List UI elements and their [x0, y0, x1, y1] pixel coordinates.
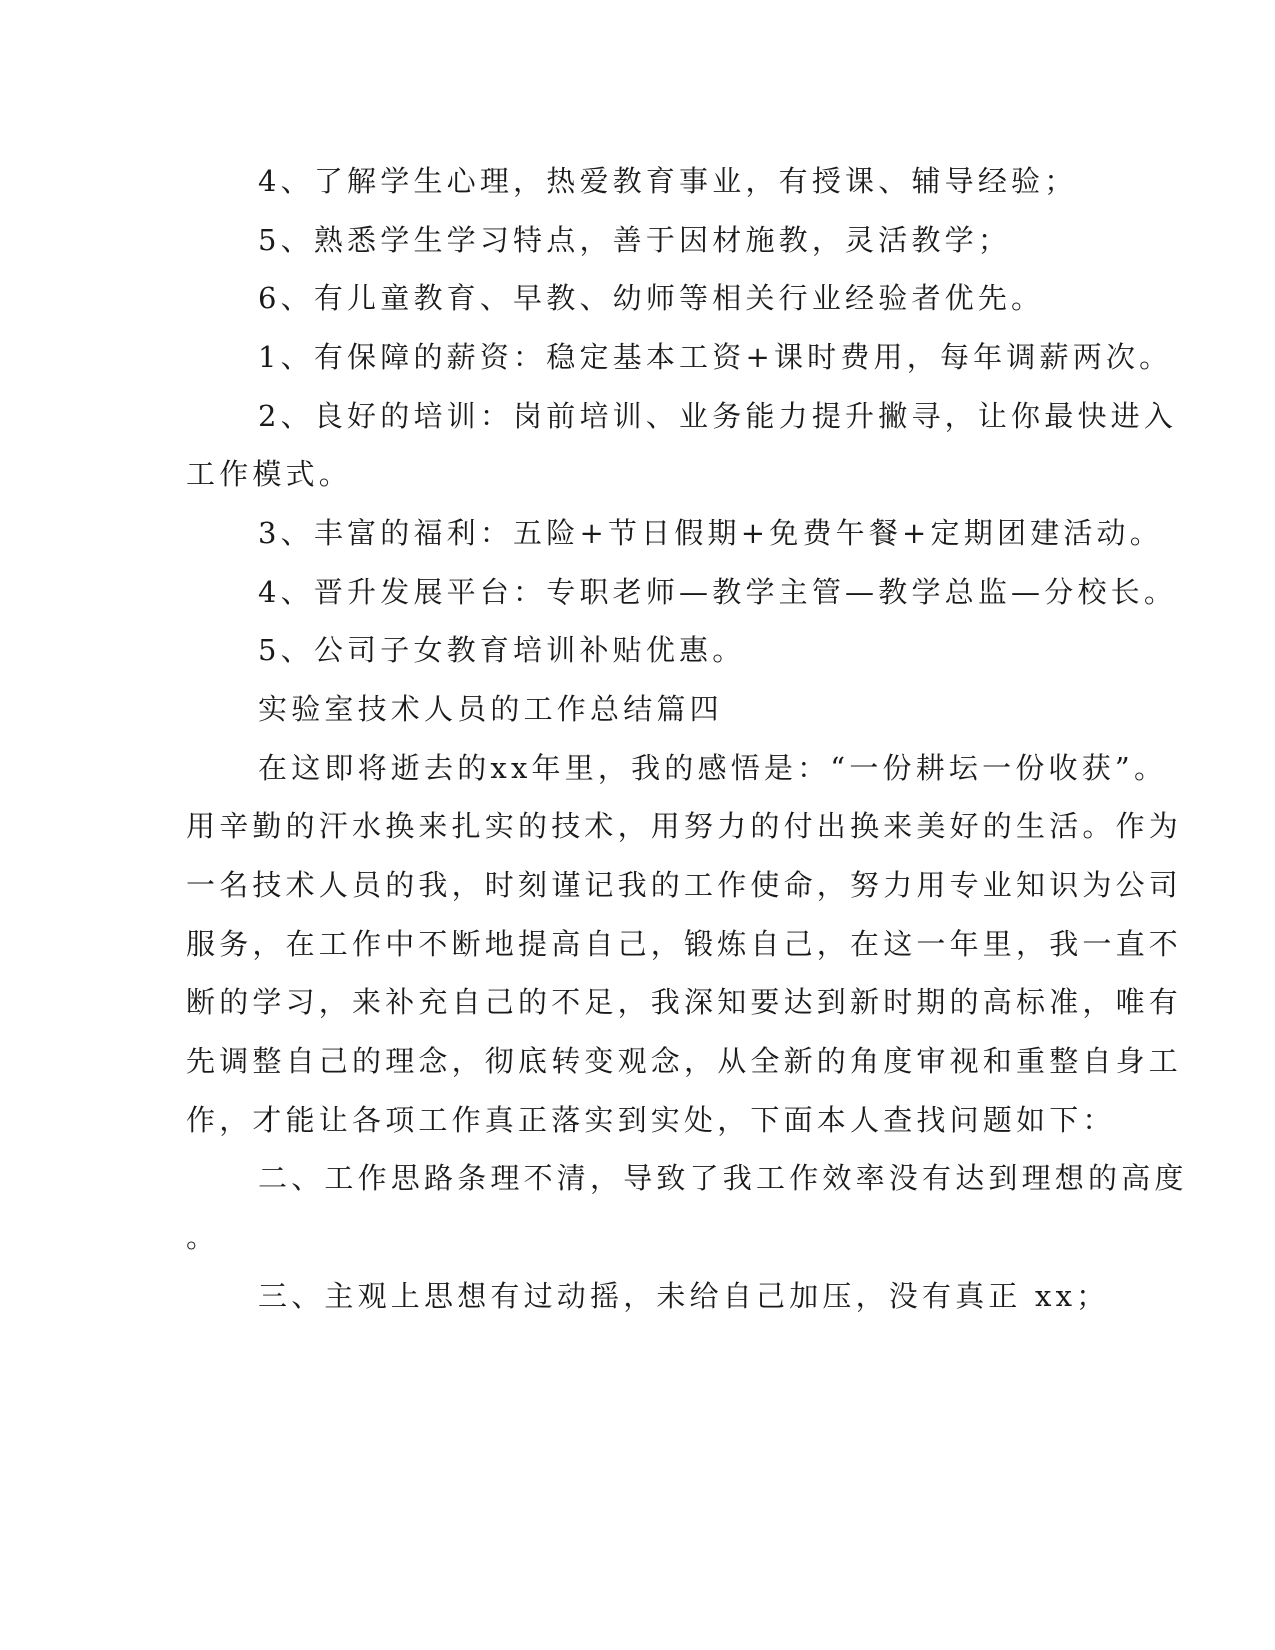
text-line: 服务，在工作中不断地提高自己，锻炼自己，在这一年里，我一直不: [186, 927, 1183, 961]
text-line: 三、主观上思想有过动摇，未给自己加压，没有真正 xx；: [258, 1279, 1110, 1313]
text-line: 4、晋升发展平台：专职老师—教学主管—教学总监—分校长。: [258, 575, 1178, 609]
text-line: 先调整自己的理念，彻底转变观念，从全新的角度审视和重整自身工: [186, 1044, 1183, 1078]
text-line: 4、了解学生心理，热爱教育事业，有授课、辅导经验；: [258, 164, 1078, 198]
text-line: 作，才能让各项工作真正落实到实处，下面本人查找问题如下：: [186, 1103, 1116, 1137]
text-line: 断的学习，来补充自己的不足，我深知要达到新时期的高标准，唯有: [186, 985, 1183, 1019]
text-line: 2、良好的培训：岗前培训、业务能力提升撇寻，让你最快进入: [258, 399, 1178, 433]
text-line: 工作模式。: [186, 457, 353, 491]
text-line: 在这即将逝去的xx年里，我的感悟是：“一份耕坛一份收获”。: [258, 751, 1168, 785]
text-line: 5、熟悉学生学习特点，善于因材施教，灵活教学；: [258, 223, 1012, 257]
text-line: 3、丰富的福利：五险+节日假期+免费午餐+定期团建活动。: [258, 516, 1163, 550]
text-line: 1、有保障的薪资：稳定基本工资+课时费用，每年调薪两次。: [258, 340, 1173, 374]
text-line: 6、有儿童教育、早教、幼师等相关行业经验者优先。: [258, 281, 1045, 315]
text-line: 一名技术人员的我，时刻谨记我的工作使命，努力用专业知识为公司: [186, 868, 1183, 902]
text-line: 。: [186, 1220, 220, 1254]
text-line: 用辛勤的汗水换来扎实的技术，用努力的付出换来美好的生活。作为: [186, 809, 1183, 843]
text-line: 5、公司子女教育培训补贴优惠。: [258, 633, 746, 667]
section-heading: 实验室技术人员的工作总结篇四: [258, 692, 723, 726]
text-line: 二、工作思路条理不清，导致了我工作效率没有达到理想的高度: [258, 1161, 1188, 1195]
